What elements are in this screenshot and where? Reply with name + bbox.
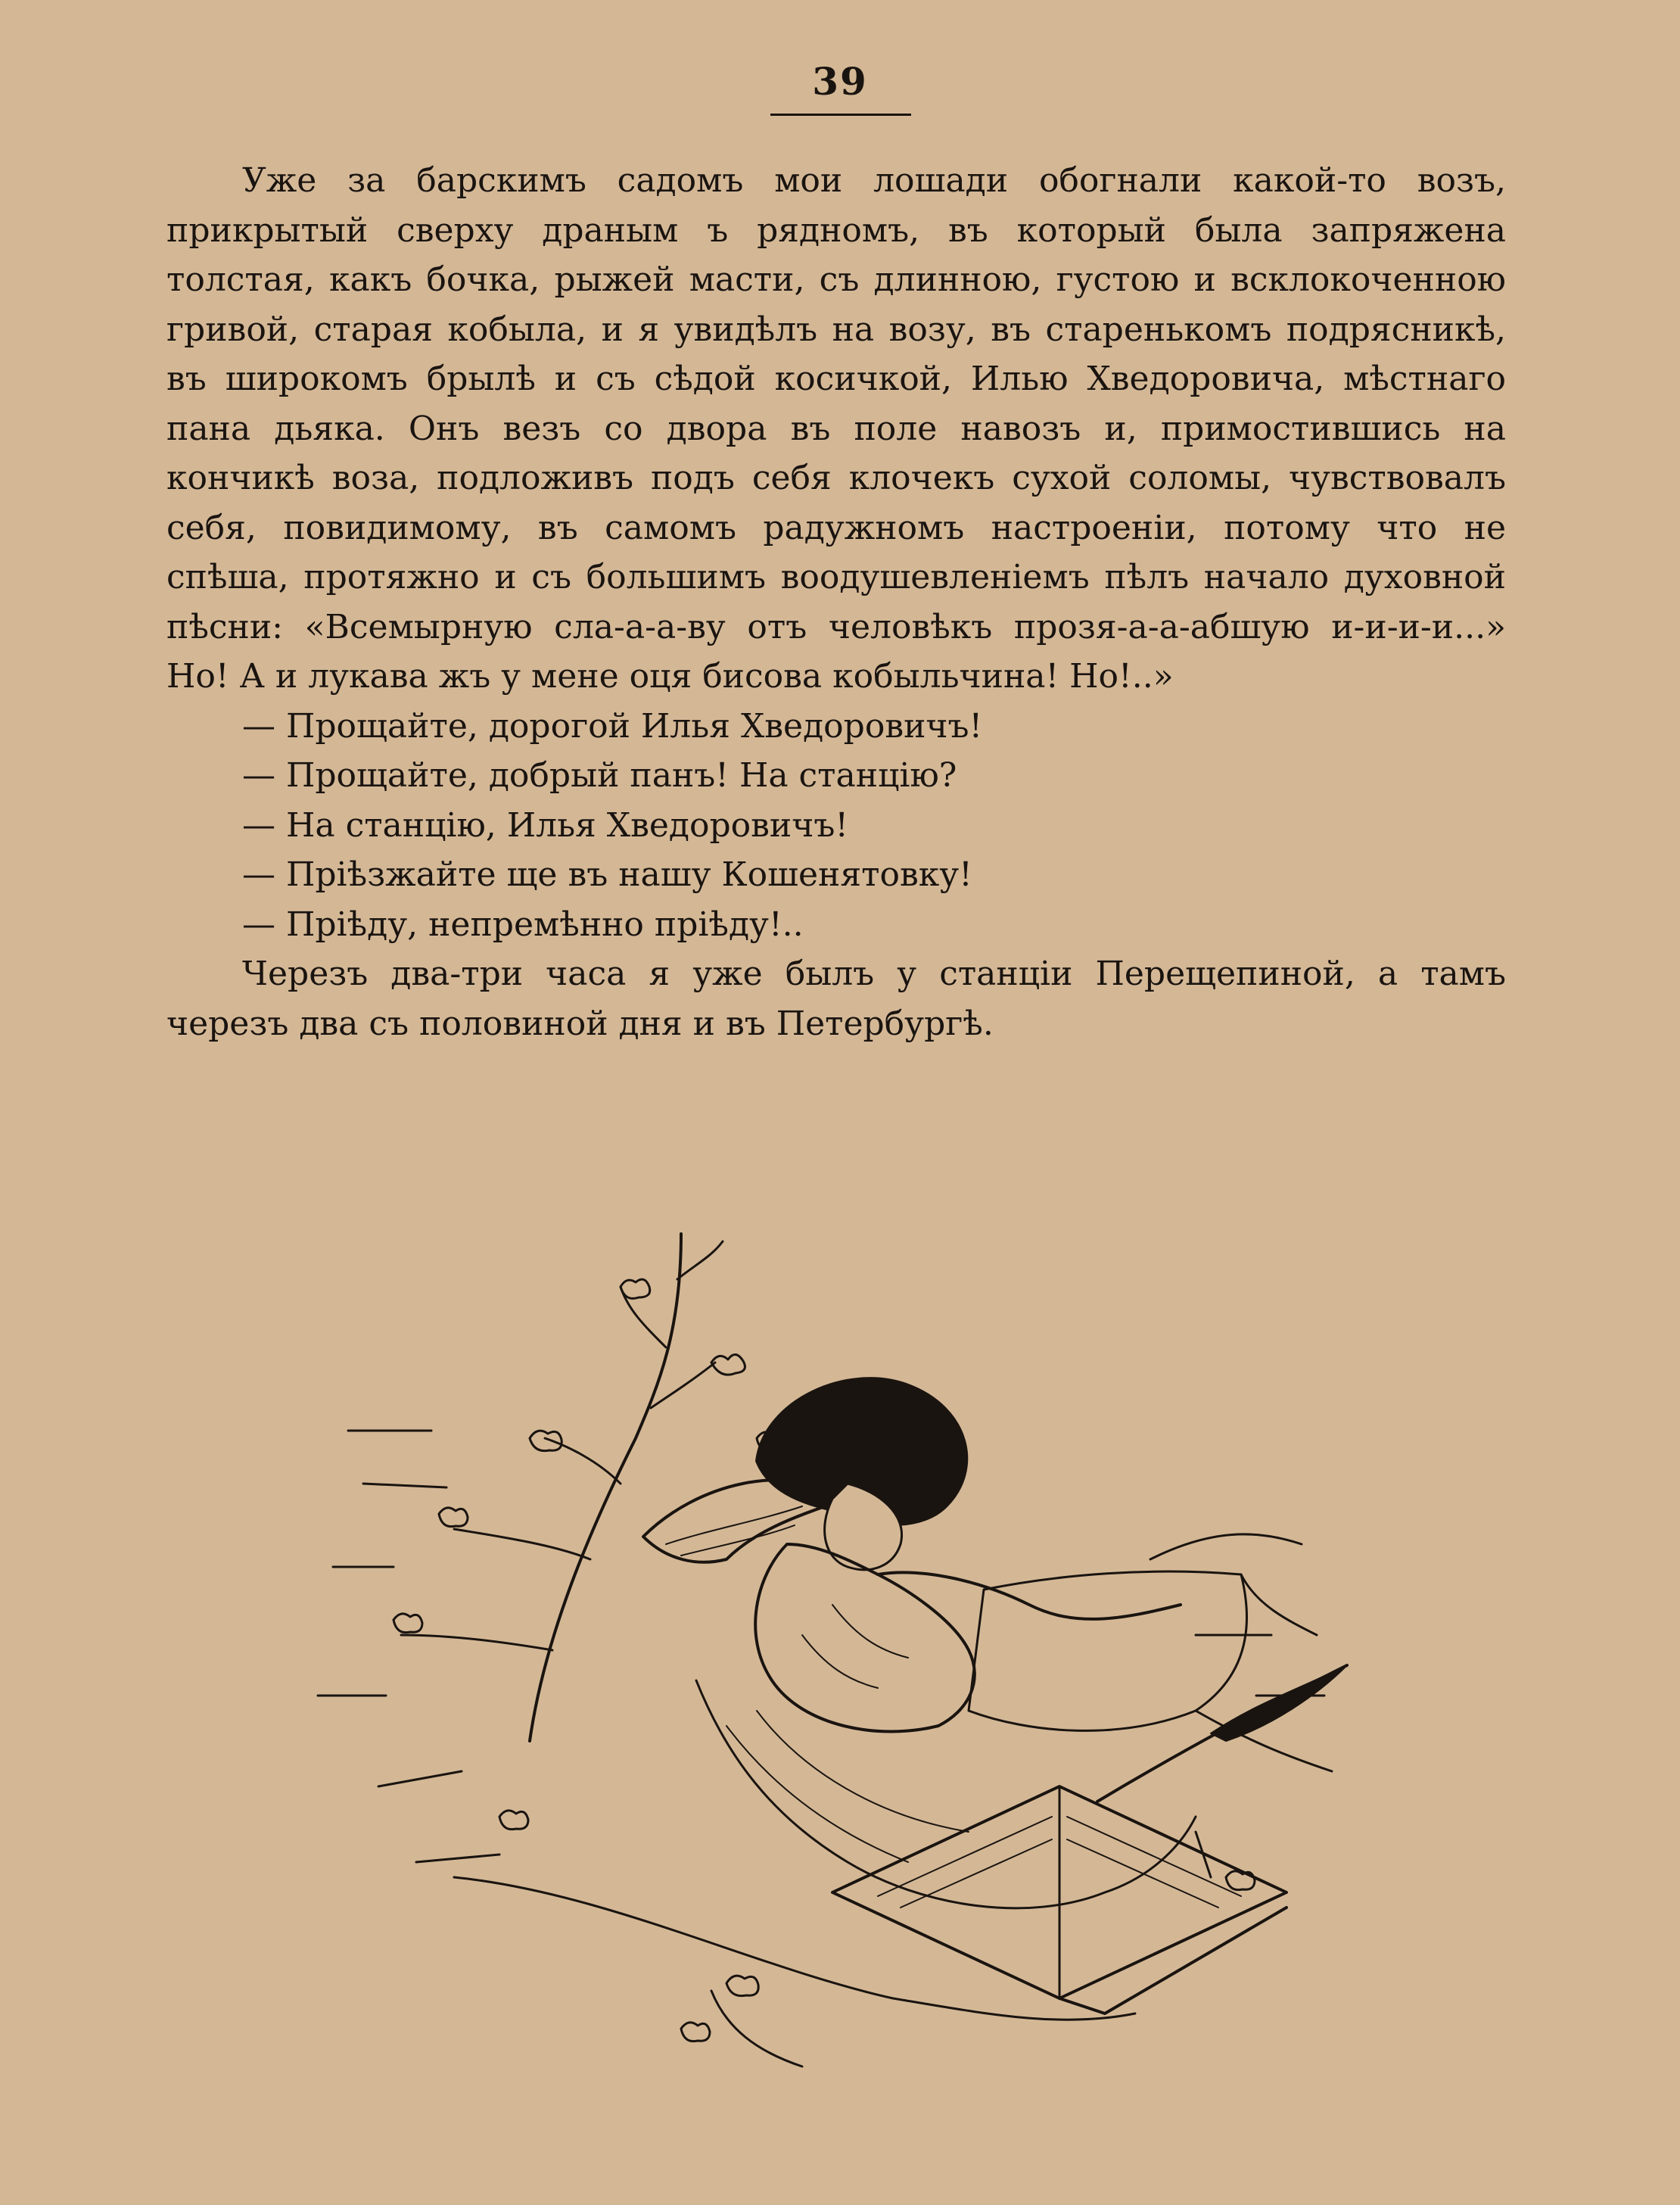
ground-line bbox=[454, 1877, 1135, 2020]
blossom-6 bbox=[394, 1614, 422, 1633]
blossom-2 bbox=[621, 1279, 650, 1298]
page-number-rule bbox=[770, 114, 911, 116]
bottom-blossom-2 bbox=[681, 2023, 710, 2041]
dialog-line-1: — Прощайте, дорогой Илья Хведоровичъ! bbox=[242, 706, 983, 746]
branch-twig-4 bbox=[545, 1438, 621, 1484]
blossom-5 bbox=[439, 1508, 468, 1527]
branch-twig-1 bbox=[651, 1363, 715, 1408]
paragraph-2: Черезъ два-три часа я уже былъ у станціи Перещепиной, а тамъ черезъ два съ половиной дня и въ Петербургѣ. bbox=[166, 955, 1506, 1043]
blossom-7 bbox=[499, 1811, 528, 1830]
blossom-3 bbox=[530, 1431, 562, 1451]
bottom-blossom-1 bbox=[726, 1976, 758, 1996]
cherub-arm bbox=[878, 1572, 1181, 1619]
page-number: 39 bbox=[812, 59, 868, 104]
blossom-1 bbox=[711, 1354, 745, 1375]
branch-twig-6 bbox=[401, 1635, 552, 1650]
cherub-drapery bbox=[696, 1680, 1196, 1908]
cherub-illustration bbox=[303, 1211, 1377, 2089]
paragraph-1: Уже за барскимъ садомъ мои лошади обогнали какой-то возъ, прикрытый сверху драным ъ рядномъ, въ который была запряжена толстая, какъ бочка, рыжей масти, съ длинною, густою и всклокоченною гривой, старая кобыла, и я увидѣлъ на возу, въ старенькомъ подрясникѣ, въ широкомъ брылѣ и съ сѣдой косичкой, Илью Хведоровича, мѣстнаго пана дьяка. Онъ везъ со двора въ поле навозъ и, примостившись на кончикѣ воза, подложивъ подъ себя клочекъ сухой соломы, чувствовалъ себя, повидимому, въ самомъ радужномъ настроеніи, потому что не спѣша, протяжно и съ большимъ воодушевленіемъ пѣлъ начало духовной пѣсни: «Всемырную сла-а-а-ву отъ человѣкъ прозя-а-а-абшую и-и-и-и...» Но! А и лукава жъ у мене оця бисова кобыльчина! Но!..» bbox=[166, 161, 1506, 696]
dialog-line-2: — Прощайте, добрый панъ! На станцію? bbox=[242, 756, 957, 795]
dialog-line-5: — Пріѣду, непремѣнно пріѣду!.. bbox=[242, 905, 804, 944]
branch-twig-5 bbox=[454, 1529, 590, 1559]
branch-main bbox=[530, 1234, 681, 1741]
body-text bbox=[166, 156, 1506, 1048]
branch-twig-3 bbox=[677, 1241, 723, 1279]
dialog-line-3: — На станцію, Илья Хведоровичъ! bbox=[242, 805, 849, 845]
dialog-line-4: — Пріѣзжайте ще въ нашу Кошенятовку! bbox=[242, 855, 972, 894]
